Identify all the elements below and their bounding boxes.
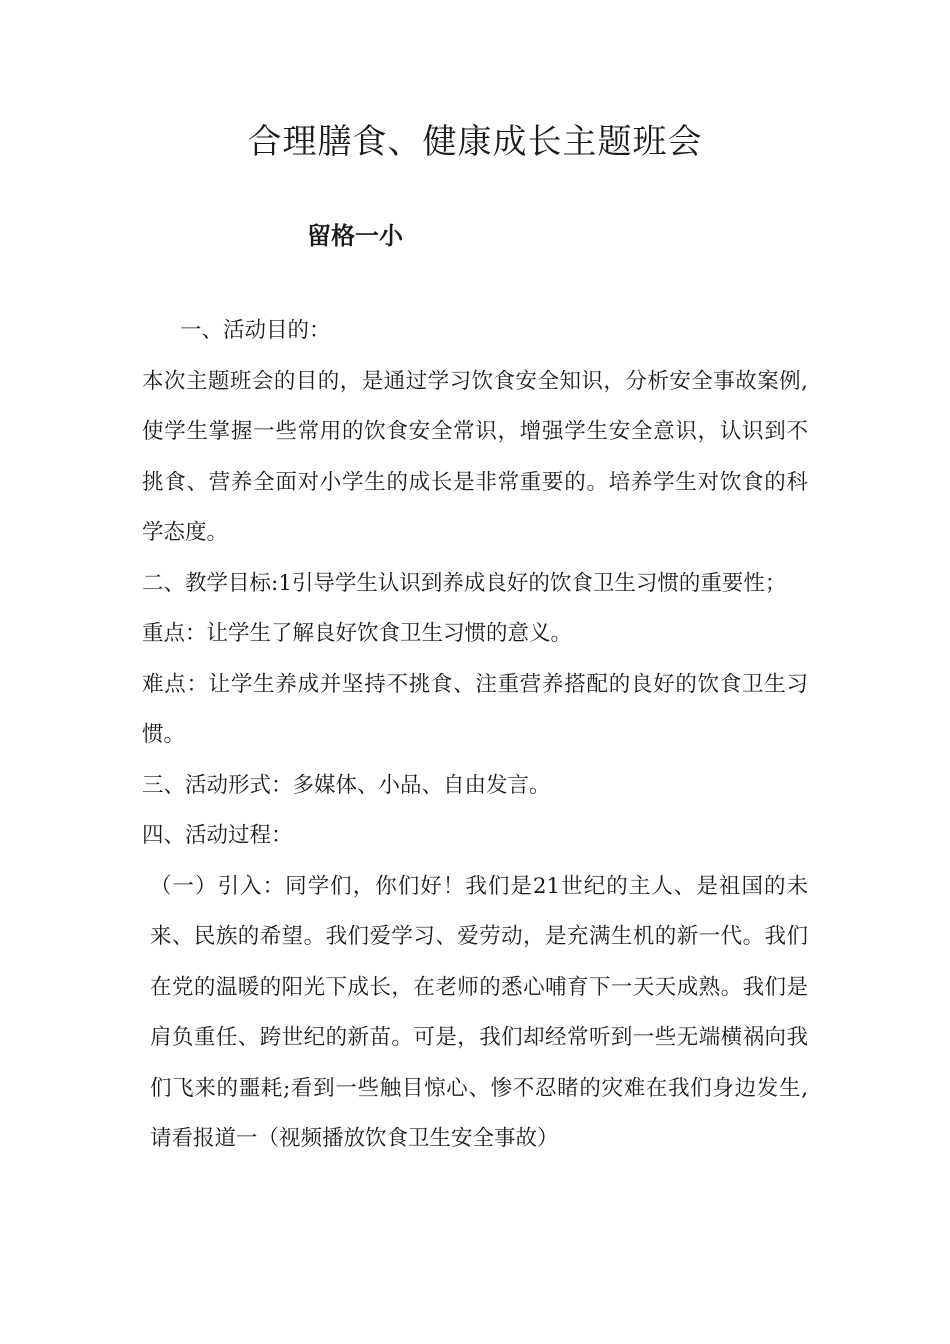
paragraph-purpose: 本次主题班会的目的，是通过学习饮食安全知识，分析安全事故案例,使学生掌握一些常用的饮食安全常识，增强学生安全意识，认识到不挑食、营养全面对小学生的成长是非常重要的。培养学生对饮食的科学态度。: [142, 368, 808, 545]
section-heading-goals: 二、教学目标:1引导学生认识到养成良好的饮食卫生习惯的重要性；: [142, 570, 787, 596]
document-body: [142, 306, 808, 1165]
school-name: 留格一小: [307, 222, 403, 250]
document-title: 合理膳食、健康成长主题班会: [247, 122, 703, 162]
paragraph-introduction: （一）引入：同学们，你们好！我们是21世纪的主人、是祖国的未来、民族的希望。我们爱学习、爱劳动，是充满生机的新一代。我们在党的温暖的阳光下成长，在老师的悉心哺育下一天天成熟。我们是肩负重任、跨世纪的新苗。可是，我们却经常听到一些无端横祸向我们飞来的噩耗;看到一些触目惊心、惨不忍睹的灾难在我们身边发生,请看报道一（视频播放饮食卫生安全事故）: [150, 873, 808, 1151]
section-heading-process: 四、活动过程：: [142, 823, 293, 848]
paragraph-key-point: 重点：让学生了解良好饮食卫生习惯的意义。: [142, 621, 573, 646]
section-heading-format: 三、活动形式：多媒体、小品、自由发言。: [142, 772, 551, 798]
paragraph-difficulty: 难点：让学生养成并坚持不挑食、注重营养搭配的良好的饮食卫生习惯。: [142, 671, 808, 747]
section-heading-purpose: 一、活动目的：: [180, 318, 331, 343]
